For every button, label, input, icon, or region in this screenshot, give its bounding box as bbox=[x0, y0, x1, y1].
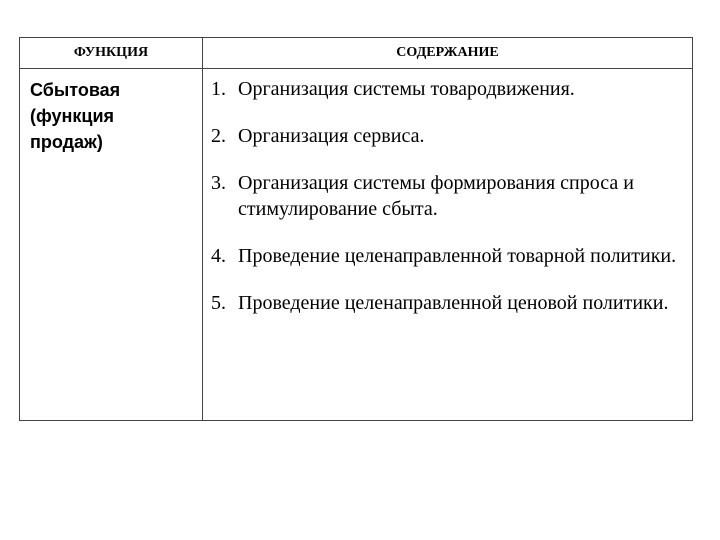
item-text: Проведение целенаправленной ценовой политики. bbox=[238, 292, 669, 314]
item-number: 5. bbox=[211, 292, 226, 314]
item-number: 1. bbox=[211, 78, 226, 100]
list-item bbox=[211, 290, 692, 316]
function-name: Сбытовая (функция продаж) bbox=[30, 80, 121, 152]
item-number: 2. bbox=[211, 125, 226, 147]
item-number: 4. bbox=[211, 245, 226, 267]
content-cell bbox=[203, 69, 693, 421]
list-item bbox=[211, 123, 692, 149]
item-text: Проведение целенаправленной товарной политики. bbox=[238, 245, 677, 267]
table-row bbox=[20, 69, 693, 421]
table-header-row bbox=[20, 38, 693, 69]
item-text: Организация сервиса. bbox=[238, 125, 425, 147]
item-text: Организация системы товародвижения. bbox=[238, 78, 575, 100]
function-cell bbox=[20, 69, 203, 421]
content-list bbox=[203, 69, 692, 316]
header-function: ФУНКЦИЯ bbox=[20, 38, 203, 69]
function-table bbox=[19, 37, 693, 421]
list-item bbox=[211, 170, 692, 222]
list-item bbox=[211, 76, 692, 102]
list-item bbox=[211, 243, 692, 269]
item-text: Организация системы формирования спроса и стимулирование сбыта. bbox=[238, 172, 634, 220]
item-number: 3. bbox=[211, 172, 226, 194]
header-content: СОДЕРЖАНИЕ bbox=[203, 38, 693, 69]
